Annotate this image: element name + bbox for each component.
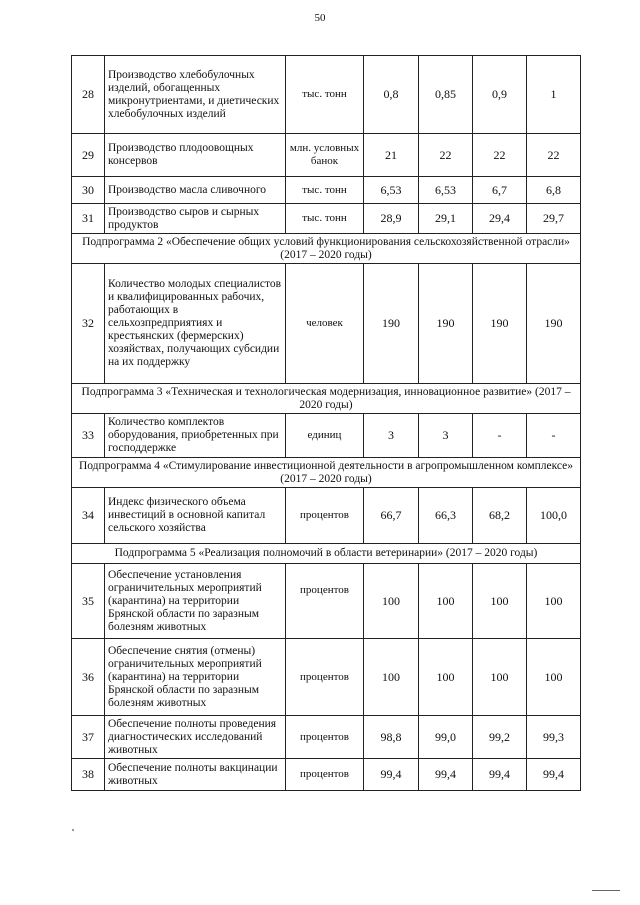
value-cell: 3 [419,414,473,458]
value-cell: 100 [527,639,581,716]
row-number: 28 [72,56,105,134]
value-cell: 99,3 [527,716,581,759]
value-cell: 29,7 [527,204,581,234]
table-row [72,264,581,384]
table-row [72,177,581,204]
value-cell: 68,2 [473,488,527,544]
indicator-name: Обеспечение снятия (отмены) ограничительных мероприятий (карантина) на территории Брянской области по заразным болезням животных [105,639,286,716]
value-cell: 6,53 [364,177,419,204]
value-cell: - [527,414,581,458]
subprogram-row [72,234,581,264]
subprogram-row [72,384,581,414]
value-cell: 100 [473,564,527,639]
value-cell: 100 [419,639,473,716]
subprogram-title: Подпрограмма 3 «Техническая и технологическая модернизация, инновационное развитие» (2017 – 2020 годы) [72,384,581,414]
value-cell: 6,7 [473,177,527,204]
table-row [72,759,581,791]
value-cell: 22 [527,134,581,177]
unit-cell: единиц [286,414,364,458]
subprogram-title: Подпрограмма 4 «Стимулирование инвестиционной деятельности в агропромышленном комплексе» (2017 – 2020 годы) [72,458,581,488]
value-cell: 0,8 [364,56,419,134]
value-cell: 100 [364,639,419,716]
unit-cell: процентов [286,488,364,544]
page-number: 50 [314,12,326,24]
value-cell: 100,0 [527,488,581,544]
row-number: 33 [72,414,105,458]
value-cell: 99,4 [527,759,581,791]
value-cell: 28,9 [364,204,419,234]
value-cell: 99,4 [364,759,419,791]
indicator-name: Производство масла сливочного [105,177,286,204]
table-row [72,639,581,716]
value-cell: 190 [527,264,581,384]
indicator-name: Индекс физического объема инвестиций в основной капитал сельского хозяйства [105,488,286,544]
table-row [72,414,581,458]
value-cell: 6,8 [527,177,581,204]
table-row [72,204,581,234]
unit-cell: процентов [286,759,364,791]
footer-rule [592,890,620,891]
value-cell: - [473,414,527,458]
row-number: 32 [72,264,105,384]
value-cell: 99,4 [473,759,527,791]
row-number: 31 [72,204,105,234]
unit-cell: процентов [286,564,364,639]
indicator-name: Обеспечение полноты вакцинации животных [105,759,286,791]
value-cell: 6,53 [419,177,473,204]
indicator-name: Производство плодоовощных консервов [105,134,286,177]
indicators-table [71,55,581,791]
value-cell: 100 [419,564,473,639]
row-number: 36 [72,639,105,716]
table-row [72,488,581,544]
unit-cell: тыс. тонн [286,177,364,204]
value-cell: 99,4 [419,759,473,791]
unit-cell: тыс. тонн [286,204,364,234]
value-cell: 98,8 [364,716,419,759]
unit-cell: млн. условных банок [286,134,364,177]
value-cell: 21 [364,134,419,177]
subprogram-title: Подпрограмма 2 «Обеспечение общих условий функционирования сельскохозяйственной отрасли» (2017 – 2020 годы) [72,234,581,264]
indicator-name: Производство хлебобулочных изделий, обогащенных микронутриентами, и диетических хлебобулочных изделий [105,56,286,134]
unit-cell: процентов [286,639,364,716]
value-cell: 99,0 [419,716,473,759]
indicator-name: Количество комплектов оборудования, приобретенных при господдержке [105,414,286,458]
value-cell: 99,2 [473,716,527,759]
value-cell: 100 [527,564,581,639]
value-cell: 190 [364,264,419,384]
value-cell: 0,85 [419,56,473,134]
value-cell: 100 [364,564,419,639]
value-cell: 22 [473,134,527,177]
table-row [72,56,581,134]
indicator-name: Обеспечение установления ограничительных мероприятий (карантина) на территории Брянской области по заразным болезням животных [105,564,286,639]
row-number: 38 [72,759,105,791]
row-number: 35 [72,564,105,639]
subprogram-title: Подпрограмма 5 «Реализация полномочий в области ветеринарии» (2017 – 2020 годы) [72,544,581,564]
row-number: 37 [72,716,105,759]
unit-cell: процентов [286,716,364,759]
subprogram-row [72,458,581,488]
value-cell: 29,1 [419,204,473,234]
value-cell: 66,7 [364,488,419,544]
row-number: 30 [72,177,105,204]
value-cell: 3 [364,414,419,458]
value-cell: 66,3 [419,488,473,544]
subprogram-row [72,544,581,564]
scan-artifact [72,829,74,831]
table-row [72,716,581,759]
table-row [72,134,581,177]
row-number: 34 [72,488,105,544]
indicator-name: Количество молодых специалистов и квалифицированных рабочих, работающих в сельхозпредприятиях и крестьянских (фермерских) хозяйствах, получающих субсидии на их поддержку [105,264,286,384]
value-cell: 190 [473,264,527,384]
row-number: 29 [72,134,105,177]
unit-cell: тыс. тонн [286,56,364,134]
value-cell: 29,4 [473,204,527,234]
indicator-name: Производство сыров и сырных продуктов [105,204,286,234]
unit-cell: человек [286,264,364,384]
value-cell: 190 [419,264,473,384]
value-cell: 100 [473,639,527,716]
indicator-name: Обеспечение полноты проведения диагностических исследований животных [105,716,286,759]
value-cell: 22 [419,134,473,177]
table-row [72,564,581,639]
value-cell: 0,9 [473,56,527,134]
value-cell: 1 [527,56,581,134]
